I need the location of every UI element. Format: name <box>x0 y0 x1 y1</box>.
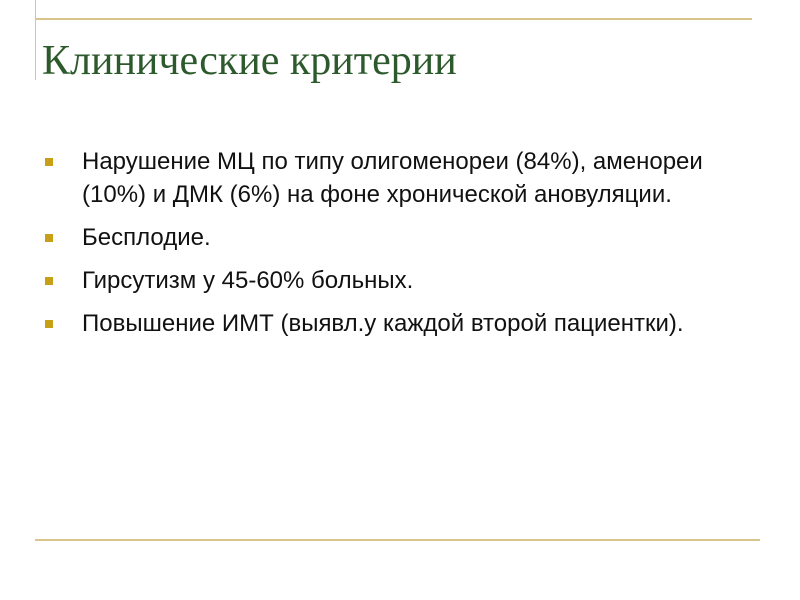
decorative-top-rule <box>35 18 752 20</box>
bullet-text: Гирсутизм у 45-60% больных. <box>82 267 414 294</box>
square-bullet-icon <box>45 158 53 166</box>
decorative-vertical-rule <box>35 0 36 80</box>
bullet-item <box>40 307 740 340</box>
bullet-item <box>40 145 740 211</box>
square-bullet-icon <box>45 277 53 285</box>
bullet-list <box>40 145 740 350</box>
square-bullet-icon <box>45 234 53 242</box>
bullet-text: Нарушение МЦ по типу олигоменореи (84%), аменореи (10%) и ДМК (6%) на фоне хронической ановуляции. <box>82 148 703 208</box>
bullet-item <box>40 221 740 254</box>
bullet-text: Повышение ИМТ (выявл.у каждой второй пациентки). <box>82 310 684 337</box>
slide-title: Клинические критерии <box>42 38 457 84</box>
bullet-item <box>40 264 740 297</box>
decorative-bottom-rule <box>35 539 760 541</box>
bullet-text: Бесплодие. <box>82 224 211 251</box>
square-bullet-icon <box>45 320 53 328</box>
